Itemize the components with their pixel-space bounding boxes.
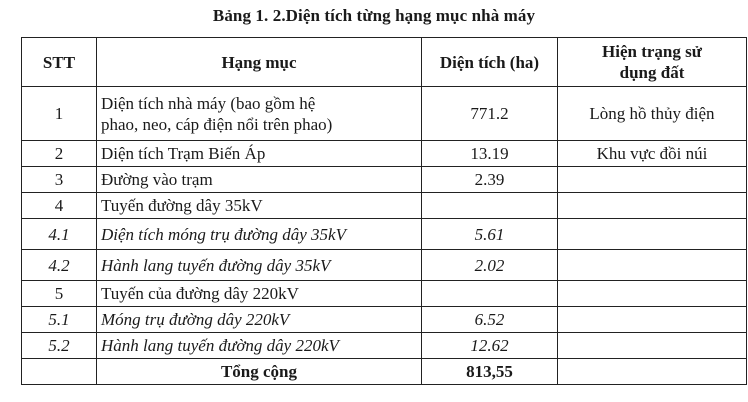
total-stt-cell	[22, 359, 97, 385]
table-row	[22, 219, 747, 250]
row-area: 2.02	[422, 250, 558, 281]
row-area: 2.39	[422, 167, 558, 193]
total-area: 813,55	[422, 359, 558, 385]
header-status-line1: Hiện trạng sử	[602, 42, 702, 61]
row-category: Diện tích móng trụ đường dây 35kV	[97, 219, 422, 250]
row-status: Khu vực đồi núi	[558, 141, 747, 167]
header-area: Diện tích (ha)	[422, 38, 558, 87]
row-area	[422, 193, 558, 219]
table-row	[22, 87, 747, 141]
row-category-line2: phao, neo, cáp điện nổi trên phao)	[101, 114, 333, 134]
row-status	[558, 219, 747, 250]
row-stt: 2	[22, 141, 97, 167]
row-status	[558, 333, 747, 359]
row-category: Hành lang tuyến đường dây 35kV	[97, 250, 422, 281]
row-area: 6.52	[422, 307, 558, 333]
row-stt: 5.1	[22, 307, 97, 333]
header-stt: STT	[22, 38, 97, 87]
row-status	[558, 167, 747, 193]
row-stt: 5.2	[22, 333, 97, 359]
row-area: 13.19	[422, 141, 558, 167]
table-row	[22, 167, 747, 193]
row-category: Tuyến đường dây 35kV	[97, 193, 422, 219]
row-category: Móng trụ đường dây 220kV	[97, 307, 422, 333]
total-label: Tổng cộng	[97, 359, 422, 385]
row-stt: 4.1	[22, 219, 97, 250]
table-row	[22, 250, 747, 281]
row-area: 12.62	[422, 333, 558, 359]
table-row	[22, 307, 747, 333]
row-category: Diện tích Trạm Biến Áp	[97, 141, 422, 167]
table-row	[22, 281, 747, 307]
row-area	[422, 281, 558, 307]
row-status: Lòng hồ thủy điện	[558, 87, 747, 141]
row-area: 771.2	[422, 87, 558, 141]
header-row	[22, 38, 747, 87]
row-stt: 5	[22, 281, 97, 307]
table-row	[22, 193, 747, 219]
row-category: Tuyến của đường dây 220kV	[97, 281, 422, 307]
total-status-cell	[558, 359, 747, 385]
table-caption: Bảng 1. 2.Diện tích từng hạng mục nhà máy	[212, 6, 536, 25]
row-status	[558, 193, 747, 219]
row-status	[558, 307, 747, 333]
row-category	[97, 87, 422, 141]
row-stt: 4	[22, 193, 97, 219]
row-status	[558, 281, 747, 307]
header-category: Hạng mục	[97, 38, 422, 87]
total-row	[22, 359, 747, 385]
row-status	[558, 250, 747, 281]
row-category: Hành lang tuyến đường dây 220kV	[97, 333, 422, 359]
header-status-line2: dụng đất	[619, 63, 685, 82]
table-row	[22, 141, 747, 167]
row-stt: 3	[22, 167, 97, 193]
row-category: Đường vào trạm	[97, 167, 422, 193]
header-status	[558, 38, 747, 87]
land-area-table	[21, 37, 747, 385]
row-area: 5.61	[422, 219, 558, 250]
row-stt: 1	[22, 87, 97, 141]
table-row	[22, 333, 747, 359]
row-category-line1: Diện tích nhà máy (bao gồm hệ	[101, 93, 316, 113]
row-stt: 4.2	[22, 250, 97, 281]
